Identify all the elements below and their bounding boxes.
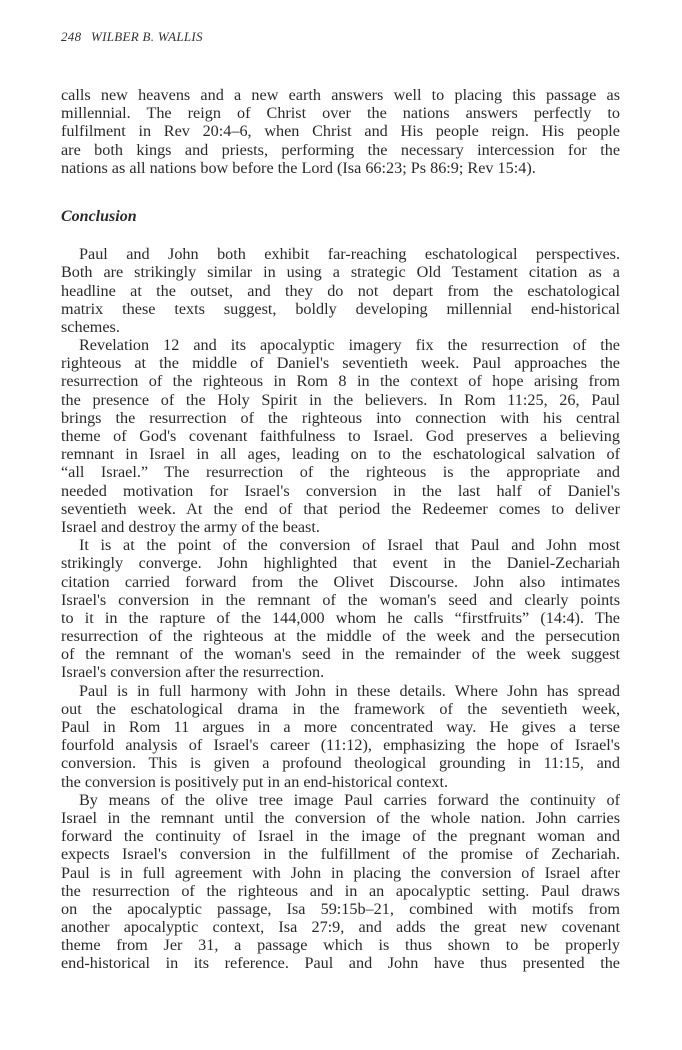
text-line: millennial. The reign of Christ over the nations answers perfectly to	[61, 104, 620, 123]
text-line: theme from Jer 31, a passage which is thus shown to be properly	[61, 936, 620, 955]
paragraph-intro	[61, 86, 620, 177]
text-line: “all Israel.” The resurrection of the righteous is the appropriate and	[61, 463, 620, 482]
paragraph-conclusion-2	[61, 336, 620, 536]
paragraph-conclusion-5	[61, 791, 620, 973]
text-line: Paul is in full harmony with John in these details. Where John has spread	[79, 681, 620, 700]
text-line: calls new heavens and a new earth answers well to placing this passage as	[61, 86, 620, 104]
body-text	[61, 86, 620, 973]
text-line: resurrection of the righteous in Rom 8 in the context of hope arising from	[61, 372, 620, 391]
text-line: strikingly converge. John highlighted that event in the Daniel-Zechariah	[61, 554, 620, 573]
text-line: needed motivation for Israel's conversion in the last half of Daniel's	[61, 481, 620, 500]
text-line: citation carried forward from the Olivet Discourse. John also intimates	[61, 572, 620, 591]
text-line: By means of the olive tree image Paul carries forward the continuity of	[79, 790, 620, 809]
text-line: are both kings and priests, performing the necessary intercession for the	[61, 140, 620, 159]
text-line: Paul and John both exhibit far-reaching eschatological perspectives.	[79, 245, 620, 264]
text-line: Paul is in full agreement with John in placing the conversion of Israel after	[61, 863, 620, 882]
text-line: another apocalyptic context, Isa 27:9, and adds the great new covenant	[61, 918, 620, 937]
text-line: fourfold analysis of Israel's career (11:12), emphasizing the hope of Israel's	[61, 736, 620, 755]
text-line: schemes.	[61, 317, 120, 336]
page-number: 248	[61, 29, 82, 44]
text-line: nations as all nations bow before the Lord (Isa 66:23; Ps 86:9; Rev 15:4).	[61, 158, 536, 177]
text-line: Paul in Rom 11 argues in a more concentrated way. He gives a terse	[61, 718, 620, 736]
text-line: forward the continuity of Israel in the image of the pregnant woman and	[61, 827, 620, 846]
text-line: seventieth week. At the end of that period the Redeemer comes to deliver	[61, 499, 620, 518]
text-line: fulfilment in Rev 20:4–6, when Christ and His people reign. His people	[61, 122, 620, 141]
text-line: expects Israel's conversion in the fulfillment of the promise of Zechariah.	[61, 845, 620, 864]
text-line: resurrection of the righteous at the middle of the week and the persecution	[61, 627, 620, 646]
text-line: the resurrection of the righteous and in an apocalyptic setting. Paul draws	[61, 881, 620, 900]
author-name: WILBER B. WALLIS	[90, 29, 203, 44]
text-line: Israel's conversion after the resurrection.	[61, 663, 325, 682]
text-line: on the apocalyptic passage, Isa 59:15b–21, combined with motifs from	[61, 899, 620, 918]
text-line: the presence of the Holy Spirit in the believers. In Rom 11:25, 26, Paul	[61, 390, 620, 409]
paragraph-conclusion-3	[61, 536, 620, 682]
text-line: righteous at the middle of Daniel's seventieth week. Paul approaches the	[61, 354, 620, 373]
text-line: end-historical in its reference. Paul and John have thus presented the	[61, 954, 620, 973]
paragraph-conclusion-4	[61, 682, 620, 791]
text-line: Revelation 12 and its apocalyptic imagery fix the resurrection of the	[79, 336, 620, 355]
text-line: to it in the rapture of the 144,000 whom he calls “firstfruits” (14:4). The	[61, 608, 620, 627]
paragraph-conclusion-1	[61, 245, 620, 336]
text-line: matrix these texts suggest, boldly developing millennial end-historical	[61, 299, 620, 318]
text-line: remnant in Israel in all ages, leading on to the eschatological salvation of	[61, 445, 620, 464]
text-line: the conversion is positively put in an end-historical context.	[61, 772, 449, 791]
text-line: Israel's conversion in the remnant of the woman's seed and clearly points	[61, 590, 620, 609]
running-head	[61, 29, 203, 45]
text-line: It is at the point of the conversion of Israel that Paul and John most	[79, 536, 620, 555]
text-line: Both are strikingly similar in using a strategic Old Testament citation as a	[61, 263, 620, 282]
text-line: conversion. This is given a profound theological grounding in 11:15, and	[61, 754, 620, 773]
text-line: brings the resurrection of the righteous into connection with his central	[61, 408, 620, 427]
section-heading: Conclusion	[61, 207, 137, 225]
text-line: of the remnant of the woman's seed in the remainder of the week suggest	[61, 645, 620, 664]
text-line: Israel and destroy the army of the beast.	[61, 517, 320, 536]
text-line: headline at the outset, and they do not depart from the eschatological	[61, 281, 620, 300]
text-line: Israel in the remnant until the conversion of the whole nation. John carries	[61, 808, 620, 827]
text-line: out the eschatological drama in the framework of the seventieth week,	[61, 699, 620, 718]
text-line: theme of God's covenant faithfulness to Israel. God preserves a believing	[61, 427, 620, 445]
